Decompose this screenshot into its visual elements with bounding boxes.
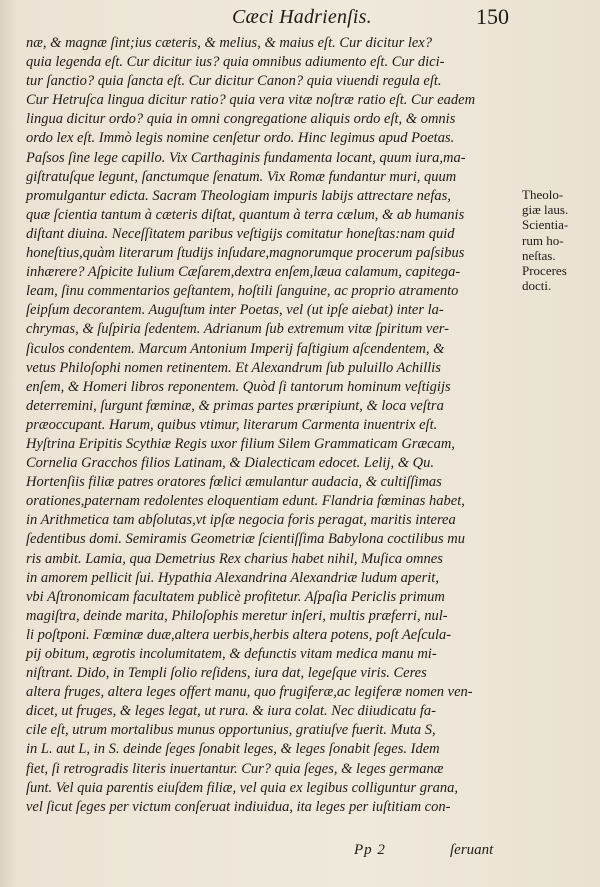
text-line: fiet, ſi retrogradis literis inuertantur. Cur? quia ſeges, & leges germanæ [26, 760, 444, 777]
running-head: Cæci Hadrienſis. [232, 6, 372, 28]
signature-mark: Pp 2 [354, 842, 386, 858]
text-line: dicet, ut fruges, & leges legat, ut rura. & iura colat. Nec diiudicatu fa- [26, 703, 436, 720]
text-line: næ, & magnæ ſint;ius cæteris, & melius, & maius eſt. Cur dicitur lex? [26, 35, 432, 51]
text-line: cile eſt, utrum mortalibus munus opportunius, gratiuſve fuerit. Muta S, [26, 722, 436, 739]
text-line: magiſtra, deinde marita, Philoſophis meretur inſeri, multis præferri, nul- [26, 607, 448, 624]
text-line: in amorem pellicit ſui. Hypathia Alexandrina Alexandriæ ludum aperit, [26, 569, 439, 586]
page-number: 150 [476, 4, 509, 29]
text-line: honeſtius,quàm literarum ſtudijs inſudare,magnorumque procerum paſsibus [26, 245, 465, 262]
margin-note [522, 187, 596, 293]
text-line: orationes,paternam redolentes eloquentiam edunt. Flandria fœminas habet, [26, 493, 465, 510]
catchword: ſeruant [450, 842, 494, 858]
page-footer [0, 842, 600, 866]
text-line: inhærere? Aſpicite Iulium Cæſarem,dextra enſem,læua calamum, capitega- [26, 264, 461, 281]
page-header [0, 4, 600, 34]
text-line: quia legenda eſt. Cur dicitur ius? quia omnibus adiumento eſt. Cur dici- [26, 54, 445, 71]
text-line: Cur Hetruſca lingua dicitur ratio? quia vera vitæ noſtræ ratio eſt. Cur eadem [26, 92, 476, 109]
text-line: altera fruges, altera leges offert manu, quo frugiferæ,ac legiferæ nomen ven- [26, 684, 473, 701]
text-line: diſtant diuina. Neceſſitatem paribus veſtigijs comitatur honeſtas:nam quid [26, 225, 455, 242]
text-line: præoccupant. Harum, quibus vtimur, literarum Carmenta inuentrix eſt. [26, 416, 438, 433]
text-line: ſunt. Vel quia parentis eiuſdem filiæ, vel quia ex legibus colliguntur grana, [26, 779, 458, 796]
margin-note-line: Proceres [522, 263, 567, 279]
text-line: quæ ſcientia tantum à cæteris diſtat, quantum à terra cælum, & ab humanis [26, 206, 465, 223]
text-line: Hyſtrina Eripitis Scythiæ Regis uxor filium Silem Grammaticam Græcam, [26, 435, 455, 452]
text-line: in Arithmetica tam abſolutas,vt ipſæ negocia foris peragat, maritis interea [26, 512, 456, 529]
margin-note-line: neſtas. [522, 247, 556, 263]
text-line: chrymas, & ſuſpiria ſedentem. Adrianum ſub extremum vitæ ſpiritum ver- [26, 321, 449, 338]
text-line: enſem, & Homeri libros reponentem. Quòd ſi tantorum hominum veſtigijs [26, 378, 451, 395]
text-line: tur ſanctio? quia ſancta eſt. Cur dicitur Canon? quia viuendi regula eſt. [26, 73, 442, 90]
text-line: ris ambit. Lamia, qua Demetrius Rex charius habet nihil, Muſica omnes [26, 550, 443, 567]
text-line: leam, ſinu commentarios geſtantem, hoſtili ſanguine, ac proprio atramento [26, 283, 459, 300]
main-text [26, 34, 516, 817]
text-line: Hortenſiis filiæ patres oratores fœlici æmulantur audacia, & cultiſſimas [26, 474, 442, 491]
margin-note-line: Scientia- [522, 217, 569, 233]
text-line: Cornelia Gracchos filios Latinam, & Dialecticam edocet. Lelij, & Qu. [26, 455, 434, 472]
text-line: ordo lex eſt. Immò legis nomine cenſetur ordo. Hinc legimus apud Poetas. [26, 130, 455, 147]
text-line: vbi Aſtronomicam facultatem publicè profitetur. Aſpaſia Periclis primum [26, 588, 445, 605]
text-line: niſtrant. Dido, in Templi ſolio reſidens, iura dat, legeſque viris. Ceres [26, 665, 427, 682]
text-line: ſiculos condentem. Marcum Antonium Imperij faſtigium aſcendentem, & [26, 340, 445, 357]
text-line: ſeipſum decorantem. Auguſtum inter Poetas, vel (ut ipſe aiebat) inter la- [26, 302, 444, 319]
text-line: deterremini, ſurgunt fœminæ, & primas partes præripiunt, & loca veſtra [26, 397, 444, 414]
text-line: in L. aut L, in S. deinde ſeges ſonabit leges, & leges ſonabit ſeges. Idem [26, 741, 440, 758]
text-line: Paſsos ſine lege capillo. Vix Carthaginis fundamenta locant, quum iura,ma- [26, 149, 466, 166]
text-line: ſedentibus domi. Semiramis Geometriæ ſcientiſſima Babylona coctilibus mu [26, 531, 465, 548]
margin-note-line: rum ho- [522, 232, 564, 248]
text-line: lingua dicitur ordo? quia in omni congregatione aliquis ordo eſt, & omnis [26, 111, 456, 128]
text-line: li poſtponi. Fœminæ duæ,altera uerbis,herbis altera potens, poſt Aeſcula- [26, 626, 452, 643]
margin-note-line: Theolo- [522, 187, 564, 202]
margin-note-line: giæ laus. [522, 202, 569, 218]
text-line: vel ſicut ſeges per victum conſeruat indiuidua, ita leges per iuſtitiam con- [26, 798, 451, 815]
text-line: pij obitum, ægrotis incolumitatem, & defunctis vitam medica manu mi- [26, 646, 437, 662]
margin-note-line: docti. [522, 278, 552, 294]
text-line: vetus Philoſophi nomen retinentem. Et Alexandrum ſub puluillo Achillis [26, 359, 441, 376]
text-line: promulgantur edicta. Sacram Theologiam impuris labijs attrectare nefas, [26, 187, 451, 204]
text-line: giſtratuſque legunt, ſanctumque ſenatum. Vix Romæ fundantur muri, quum [26, 168, 457, 185]
